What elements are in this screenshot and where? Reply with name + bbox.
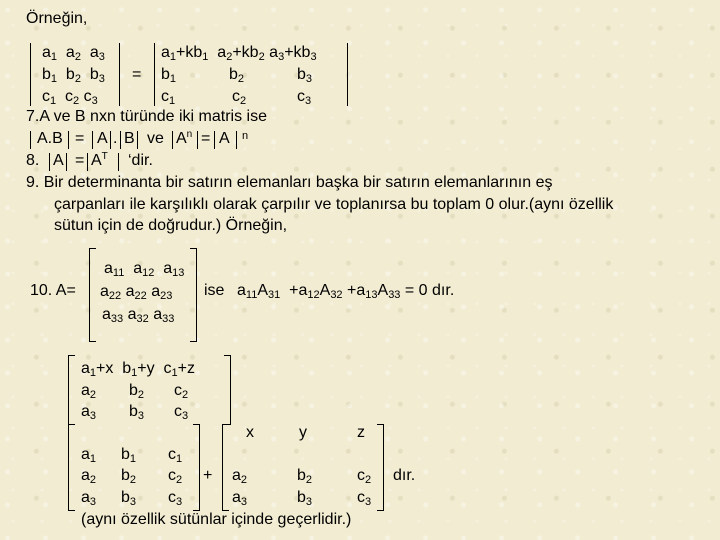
left-det-row-1-col-3: $c_1$: [168, 446, 183, 465]
abs-bar: [30, 131, 31, 149]
intro-text: Örneğin,: [26, 10, 88, 27]
abs-bar: [118, 153, 119, 171]
det-bar-right: [347, 43, 348, 106]
det-bracket-right: [224, 355, 231, 425]
right-det-row-2-col-3: $c_2$: [357, 467, 372, 486]
left-det-row-2-col-2: $b_2$: [121, 467, 137, 486]
matrix-b: B: [124, 130, 135, 147]
abs-bar: [87, 153, 88, 171]
equals-sign: =: [201, 130, 211, 147]
left-det-row-2-col-3: $c_2$: [168, 467, 183, 486]
abs-bar: [110, 131, 111, 149]
det1-row-2: $b_1$ $b_2$ $b_3$: [42, 66, 105, 85]
abs-bar: [120, 131, 121, 149]
det-bracket-right: [193, 424, 200, 511]
det2-row-3-col-2: $c_2$: [232, 88, 247, 107]
sum-det-row-3-col-3: $c_3$: [174, 403, 189, 422]
matrix-row-2: $a_{22}$ $a_{22}$ $a_{23}$: [100, 283, 173, 302]
det1-row-1: $a_1$ $a_2$ $a_3$: [42, 44, 105, 63]
sum-det-row-2-col-1: $a_2$: [81, 382, 97, 401]
left-det-row-1-col-2: $b_1$: [121, 446, 137, 465]
right-det-row-1-col-1: x: [246, 424, 254, 441]
right-det-row-3-col-1: $a_3$: [232, 489, 248, 508]
matrix-row-1: $a_{11}$ $a_{12}$ $a_{13}$: [104, 260, 185, 279]
left-det-row-3-col-2: $b_3$: [121, 489, 137, 508]
item-7-text: 7.A ve B nxn türünde iki matris ise: [26, 108, 267, 125]
matrix-a: A: [53, 152, 64, 169]
right-det-row-1-col-3: z: [357, 424, 365, 441]
right-det-row-1-col-2: y: [299, 424, 307, 441]
det-bracket-left: [68, 424, 75, 511]
exponent-n: n: [242, 130, 249, 142]
plus-sign: +: [203, 467, 213, 484]
abs-bar: [137, 131, 138, 149]
ise-text: ise: [204, 282, 225, 299]
left-det-row-2-col-1: $a_2$: [81, 467, 97, 486]
det2-row-1: $a_1+kb_1$ $a_2+kb_2$ $a_3+kb_3$: [161, 44, 317, 63]
det-bar-left: [154, 43, 155, 106]
item-10-prefix: 10. A=: [30, 282, 76, 299]
item-9-line-2: çarpanları ile karşılıklı olarak çarpılır ve toplanırsa bu toplam 0 olur.(aynı özellik: [54, 196, 614, 213]
sum-det-row-2-col-3: $c_2$: [174, 382, 189, 401]
equals-sign: =: [132, 66, 142, 83]
abs-bar: [197, 131, 198, 149]
matrix-row-3: $a_{33}$ $a_{32}$ $a_{33}$: [102, 306, 175, 325]
det2-row-3-col-3: $c_3$: [297, 88, 312, 107]
matrix-bracket-right: [190, 248, 197, 342]
abs-bar: [68, 131, 69, 149]
matrix-a: A: [219, 130, 230, 147]
abs-bar: [92, 131, 93, 149]
matrix-a: A: [97, 130, 108, 147]
left-det-row-3-col-1: $a_3$: [81, 489, 97, 508]
abs-bar: [236, 131, 237, 149]
cofactor-equation: $a_{11}A_{31} +a_{12}A_{32} +a_{13}A_{33} = 0$ dır.: [237, 282, 455, 301]
left-det-row-3-col-3: $c_3$: [168, 489, 183, 508]
right-det-row-3-col-2: $b_3$: [297, 489, 313, 508]
footnote-text: (aynı özellik sütünlar içinde geçerlidir.): [81, 511, 352, 528]
dir-text: dır.: [393, 467, 416, 484]
equals-sign: =: [75, 152, 85, 169]
det-bar-right: [119, 43, 120, 106]
item-9-line-1: 9. Bir determinanta bir satırın elemanları başka bir satırın elemanlarının eş: [26, 174, 553, 191]
abs-bar: [172, 131, 173, 149]
abs-bar: [66, 153, 67, 171]
det-bracket-left: [222, 424, 229, 511]
det2-row-2-col-2: $b_2$: [229, 66, 245, 85]
item-9-line-3: sütun için de doğrudur.) Örneğin,: [54, 217, 288, 234]
left-det-row-1-col-1: $a_1$: [81, 446, 97, 465]
sum-det-row-2-col-2: $b_2$: [129, 382, 145, 401]
det-bracket-left: [68, 355, 75, 425]
item-8-suffix: ‘dir.: [128, 152, 153, 169]
equals-sign: =: [75, 130, 85, 147]
right-det-row-2-col-2: $b_2$: [297, 467, 313, 486]
a-transpose: $A^T$: [91, 151, 108, 169]
dot-operator: .: [113, 130, 118, 147]
sum-det-row-3-col-1: $a_3$: [81, 403, 97, 422]
det-bracket-right: [377, 424, 384, 511]
item-8-number: 8.: [26, 152, 40, 169]
ve-text: ve: [147, 130, 164, 147]
det2-row-3-col-1: $c_1$: [161, 88, 176, 107]
abs-bar: [214, 131, 215, 149]
det-bar-left: [30, 43, 31, 106]
sum-det-row-1: $a_1+x$ $b_1+y$ $c_1+z$: [81, 360, 195, 379]
a-power-n: $A^n$: [176, 129, 193, 147]
det2-row-2-col-1: $b_1$: [161, 66, 177, 85]
matrix-bracket-left: [89, 248, 96, 342]
det1-row-3: $c_1$ $c_2$ $c_3$: [42, 88, 98, 107]
sum-det-row-3-col-2: $b_3$: [129, 403, 145, 422]
right-det-row-3-col-3: $c_3$: [357, 489, 372, 508]
right-det-row-2-col-1: $a_2$: [232, 467, 248, 486]
det2-row-2-col-3: $b_3$: [297, 66, 313, 85]
product-ab: A.B: [37, 130, 63, 147]
abs-bar: [49, 153, 50, 171]
